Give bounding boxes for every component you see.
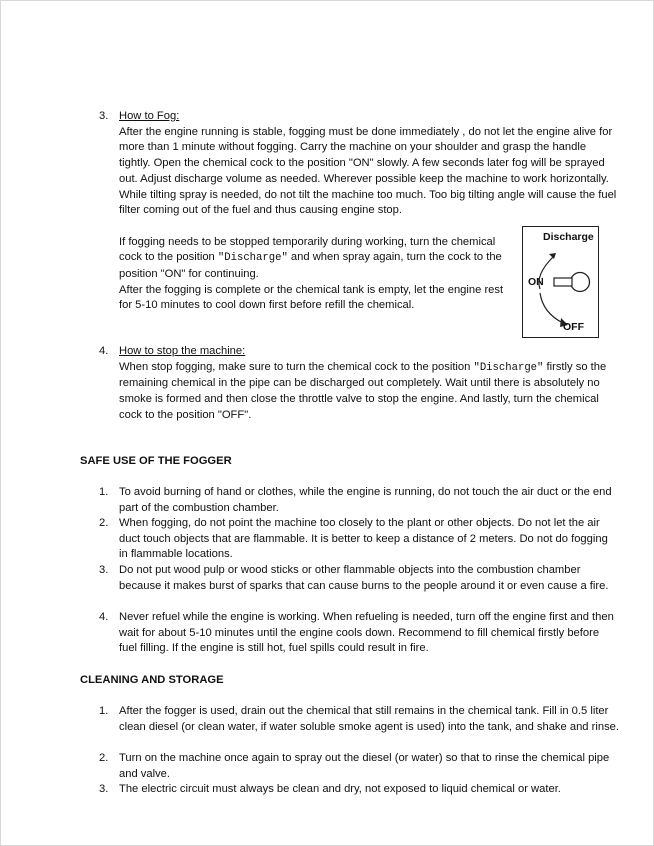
text-span: When stop fogging, make sure to turn the chemical cock to the position <box>119 360 474 373</box>
list-number: 1. <box>99 486 109 498</box>
paragraph: After the engine running is stable, fogging must be done immediately , do not let the engine alive for more than 1 minute without fogging. Carry the machine on your shoulder and grasp the handle tightly. Open the chemical cock to the position "ON" slowly. A few seconds later fog will be sprayed out. Adjust discharge volume as needed. Wherever possible keep the machine to work horizontally. While tilting spray is needed, do not tilt the machine too much. Too big tilting angle will cause the fuel filter coming out of the fuel and thus causing engine stop. <box>119 125 617 217</box>
list-number: 2. <box>99 517 109 529</box>
list-item <box>99 516 619 563</box>
list-text: To avoid burning of hand or clothes, while the engine is running, do not touch the air duct or the end part of the combustion chamber. <box>119 486 612 514</box>
list-text: When fogging, do not point the machine too closely to the plant or other objects. Do not let the air duct touch objects that are flammable. It is better to keep a distance of 2 meters. Do not do fogging in flammable locations. <box>119 517 608 561</box>
text-span: If fogging needs to be stopped temporarily during working, turn the chemical cock to the position <box>119 235 496 264</box>
list-text: Do not put wood pulp or wood sticks or other flammable objects into the combustion chamber because it makes burst of sparks that can cause burns to the people around it or even cause a fire. <box>119 564 609 592</box>
section-title-how-to-fog: How to Fog: <box>119 110 180 122</box>
on-position-label: ON <box>528 276 544 288</box>
list-number: 4. <box>99 611 109 623</box>
list-item <box>99 610 619 657</box>
list-item <box>99 751 619 782</box>
list-number: 3. <box>99 564 109 576</box>
discharge-label: "Discharge" <box>217 252 288 265</box>
paragraph <box>119 360 619 424</box>
valve-position-icon <box>523 227 598 337</box>
chemical-cock-diagram <box>522 226 599 338</box>
list-item-how-to-stop <box>99 344 619 424</box>
text-span: firstly so the remaining chemical in the pipe can be discharged out completely. Wait until there is absolutely no smoke is formed and then close the throttle valve to stop the engine. And lastly, turn the chemical cock to the position "OFF". <box>119 360 607 421</box>
list-text: After the fogger is used, drain out the chemical that still remains in the chemical tank. Fill in 0.5 liter clean diesel (or clean water, if water soluble smoke agent is used) into the tank, and shake and rinse. <box>119 705 619 733</box>
list-number: 4. <box>99 345 109 357</box>
list-text: The electric circuit must always be clean and dry, not exposed to liquid chemical or water. <box>119 783 561 795</box>
off-position-label: OFF <box>563 321 584 333</box>
list-number: 3. <box>99 110 109 122</box>
section-heading-cleaning-storage: CLEANING AND STORAGE <box>80 674 224 686</box>
list-item <box>99 782 619 798</box>
text-span: and when spray again, turn the cock to the position "ON" for continuing. <box>119 251 502 281</box>
section-heading-safe-use: SAFE USE OF THE FOGGER <box>80 455 232 467</box>
list-text: Turn on the machine once again to spray out the diesel (or water) so that to rinse the chemical pipe and valve. <box>119 752 610 780</box>
paragraph <box>119 235 511 283</box>
discharge-label: "Discharge" <box>473 361 544 374</box>
discharge-position-label: Discharge <box>543 231 594 243</box>
list-item <box>99 704 619 735</box>
list-text: Never refuel while the engine is working. When refueling is needed, turn off the engine first and then wait for about 5-10 minutes until the engine cools down. Recommend to fill chemical firstly before fuel filling. If the engine is still hot, fuel spills could result in fire. <box>119 611 614 655</box>
paragraph: After the fogging is complete or the chemical tank is empty, let the engine rest for 5-10 minutes to cool down first before refill the chemical. <box>119 283 504 312</box>
list-number: 2. <box>99 752 109 764</box>
list-number: 3. <box>99 783 109 795</box>
section-title-how-to-stop: How to stop the machine: <box>119 345 246 357</box>
list-item <box>99 485 619 516</box>
list-number: 1. <box>99 705 109 717</box>
list-item <box>99 563 619 594</box>
